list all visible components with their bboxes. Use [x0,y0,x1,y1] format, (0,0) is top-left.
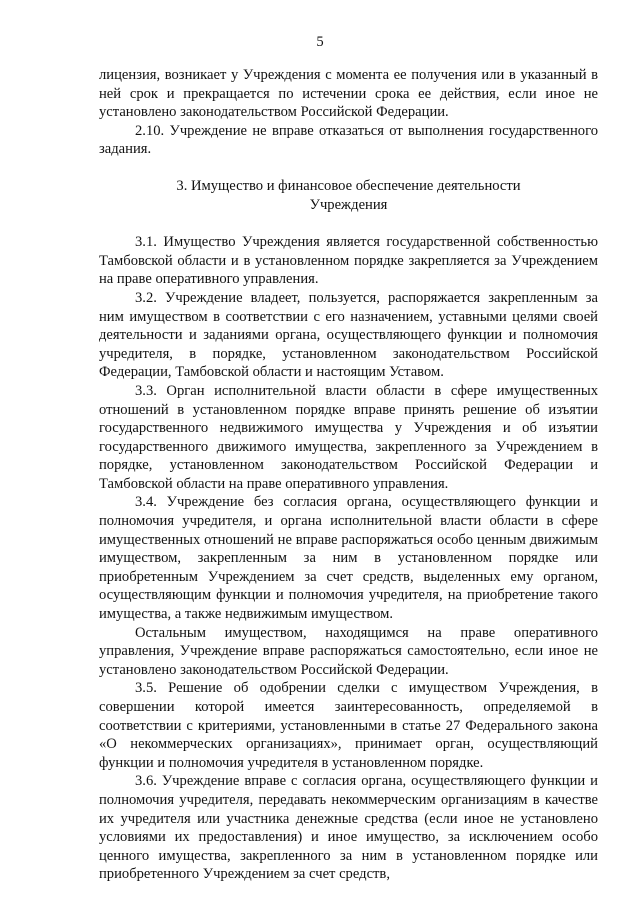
document-body [99,66,598,884]
paragraph-3-5: 3.5. Решение об одобрении сделки с имуществом Учреждения, в совершении которой имеется заинтересованность, определяемой в соответствии с критериями, установленными в статье 27 Федерального закона «О некоммерческих организациях», принимает орган, осуществляющий функции и полномочия учредителя в установленном порядке. [99,680,598,771]
paragraph-3-4: 3.4. Учреждение без согласия органа, осуществляющего функции и полномочия учредителя, и органа исполнительной власти области в сфере имущественных отношений не вправе распоряжаться особо ценным движимым имуществом, закрепленным за ним в установленном порядке или приобретенным Учреждением за счет средств, выделенных ему органом, осуществляющим функции и полномочия учредителя, на приобретение такого имущества, а также недвижимым имуществом. [99,494,598,623]
paragraph-3-3: 3.3. Орган исполнительной власти области в сфере имущественных отношений в установленном порядке вправе принять решение об изъятии государственного недвижимого имущества у Учреждения и об изъятии государственного движимого имущества, закрепленного за Учреждением в порядке, установленном законодательством Российской Федерации и Тамбовской области на праве оперативного управления. [99,382,598,492]
section-heading-line1: 3. Имущество и финансовое обеспечение деятельности [176,177,521,194]
page-number: 5 [316,34,324,50]
paragraph-3-6: 3.6. Учреждение вправе с согласия органа, осуществляющего функции и полномочия учредителя, передавать некоммерческим организациям в качестве их учредителя или участника денежные средства (если иное не установлено условиями их предоставления) и иное имущество, за исключением особо ценного имущества, закрепленного за ним в установленном порядке или приобретенного Учреждением за счет средств, [99,773,598,883]
paragraph-2-10: 2.10. Учреждение не вправе отказаться от выполнения государственного задания. [99,122,598,158]
paragraph-license-continuation: лицензия, возникает у Учреждения с момента ее получения или в указанный в ней срок и прекращается по истечении срока ее действия, если иное не установлено законодательством Российской Федерации. [99,67,598,121]
paragraph-3-2: 3.2. Учреждение владеет, пользуется, распоряжается закрепленным за ним имуществом в соответствии с его назначением, уставными целями своей деятельности и заданиями органа, осуществляющего функции и полномочия учредителя, в порядке, установленном законодательством Российской Федерации, Тамбовской области и настоящим Уставом. [99,289,598,381]
paragraph-3-1: 3.1. Имущество Учреждения является государственной собственностью Тамбовской области и в установленном порядке закрепляется за Учреждением на праве оперативного управления. [99,234,598,288]
paragraph-other-property: Остальным имуществом, находящимся на праве оперативного управления, Учреждение вправе распоряжаться самостоятельно, если иное не установлено законодательством Российской Федерации. [99,624,598,678]
section-heading [99,177,598,214]
section-heading-line2: Учреждения [309,196,388,213]
